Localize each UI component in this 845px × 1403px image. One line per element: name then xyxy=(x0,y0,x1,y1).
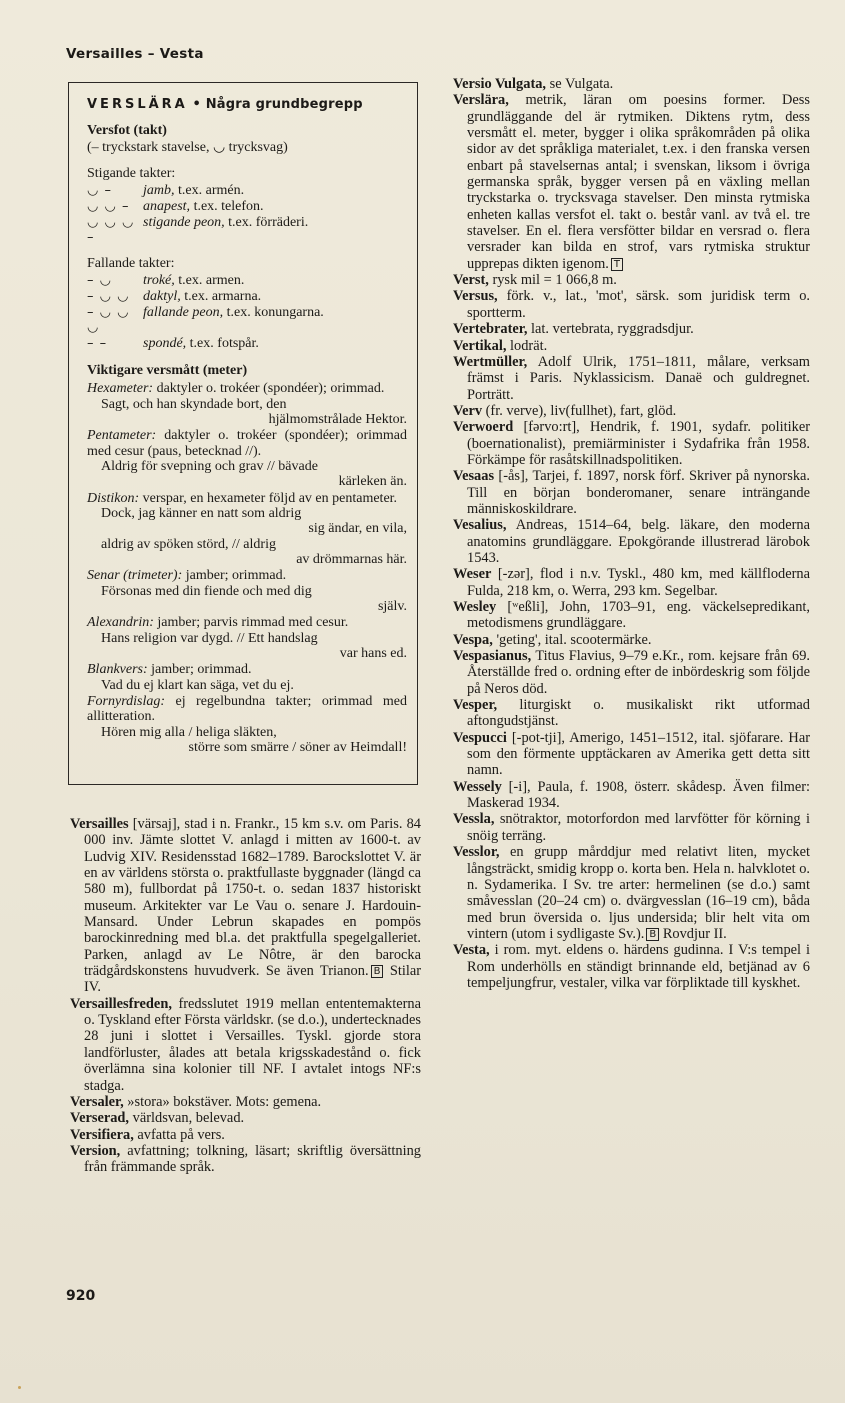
entry-headword: Vertebrater, xyxy=(453,321,528,338)
meter-desc: ej regelbundna takter; orimmad med allitteration. xyxy=(87,693,407,725)
stigande-foot-example xyxy=(143,183,407,199)
entry-headword: Wesley xyxy=(453,599,497,615)
illustration-ref-icon: T xyxy=(611,258,623,271)
lexicon-entry xyxy=(70,1110,421,1126)
entry-headword: Wessely xyxy=(453,778,502,795)
entry-text: se Vulgata. xyxy=(546,76,614,92)
meter-entry xyxy=(87,662,407,678)
meter-desc: jamber; orimmad. xyxy=(147,661,252,677)
fallande-foot-name: spondé, xyxy=(143,335,187,351)
entry-headword: Verslära, xyxy=(453,92,509,109)
verse-line: Dock, jag känner en natt som aldrig xyxy=(101,506,302,522)
meter-list xyxy=(87,381,407,755)
entry-headword: Vespasianus, xyxy=(453,648,532,665)
infobox-title: VERSLÄRA • Några grundbegrepp xyxy=(87,97,363,112)
lexicon-entry xyxy=(70,1127,421,1143)
fallande-foot-example xyxy=(143,305,407,336)
verse-line: kärleken än. xyxy=(338,474,407,490)
verse-line: aldrig av spöken störd, // aldrig xyxy=(101,536,276,552)
entry-text: rysk mil = 1 066,8 m. xyxy=(488,272,617,289)
fallande-foot-text: t.ex. armarna. xyxy=(180,288,262,304)
entry-text: Titus Flavius, 9–79 e.Kr., rom. kejsare från 69. Återställde fred o. ordning efter de inbördeskrig som följde på Neros död. xyxy=(467,648,810,697)
page-number: 920 xyxy=(66,1288,96,1304)
lexicon-entry xyxy=(70,996,421,1094)
lexicon-entry xyxy=(453,76,810,92)
meter-entry xyxy=(87,694,407,725)
entry-headword: Verv xyxy=(453,402,483,419)
fallande-foot-text: t.ex. konungarna. xyxy=(223,304,324,320)
entry-text: lodrät. xyxy=(506,337,548,354)
fallande-foot-name: daktyl, xyxy=(143,288,181,304)
lexicon-entry xyxy=(70,816,421,996)
meter-name: Hexameter: xyxy=(87,380,154,396)
entry-headword: Vesalius, xyxy=(453,517,507,534)
lexicon-entry xyxy=(453,648,810,697)
entry-text: [-i], Paula, f. 1908, österr. skådesp. Även filmer: Maskerad 1934. xyxy=(467,778,810,812)
meter-entry xyxy=(87,568,407,584)
verse-line: Aldrig för svepning och grav // bävade xyxy=(101,459,318,475)
lexicon-entry xyxy=(453,354,810,403)
fallande-foot-name: troké, xyxy=(143,273,175,289)
verse-line: Försonas med din fiende och med dig xyxy=(101,583,312,599)
lexicon-entry xyxy=(453,566,810,599)
entry-text: världsvan, belevad. xyxy=(129,1110,245,1127)
entry-headword: Vessla, xyxy=(453,811,495,828)
entry-crossref: Rovdjur II. xyxy=(659,925,727,942)
entry-text: 'geting', ital. scootermärke. xyxy=(492,631,652,648)
entry-text: »stora» bokstäver. Mots: gemena. xyxy=(123,1093,322,1110)
lexicon-entry xyxy=(453,403,810,419)
infobox-content xyxy=(87,91,407,755)
meter-desc: daktyler o. trokéer (spondéer); orimmad med cesur (paus, betecknad //). xyxy=(87,427,407,459)
fallande-foot-symbol: – ◡ ◡ ◡ xyxy=(87,304,130,336)
meter-name: Alexandrin: xyxy=(87,614,154,630)
stigande-foot-symbol: ◡ ◡ ◡ – xyxy=(87,214,135,246)
lexicon-entry xyxy=(453,730,810,779)
fallande-foot-example xyxy=(143,289,407,305)
lexicon-entry xyxy=(70,1143,421,1176)
meter-verse xyxy=(101,459,407,489)
entry-headword: Versailles xyxy=(70,816,129,832)
entry-text: snötraktor, motorfordon med larvfötter för körning i snöig terräng. xyxy=(467,811,810,844)
lexicon-entry xyxy=(453,517,810,566)
meter-entry xyxy=(87,615,407,631)
entry-headword: Vesta, xyxy=(453,942,490,959)
lexicon-entry xyxy=(453,779,810,812)
entry-headword: Vespa, xyxy=(453,631,493,648)
entry-headword: Verst, xyxy=(453,272,489,289)
entry-text: (fr. verve), liv(fullhet), fart, glöd. xyxy=(482,402,677,419)
infobox-title-rest: Några grundbegrepp xyxy=(205,97,363,112)
meter-verse xyxy=(101,725,407,755)
entry-headword: Versio Vulgata, xyxy=(453,76,547,92)
illustration-ref-icon: B xyxy=(646,928,659,941)
meter-name: Distikon: xyxy=(87,490,140,506)
entry-text: fredsslutet 1919 mellan ententemakterna o. Tyskland efter Första världskr. (se d.o.), undertecknades 28 juni i slottet i Versailles. Tyskl. gjorde stora landförluster, ålades att betala krigsskadestånd o. fick överlämna sina kolonier till NF. I avtalet intogs NF:s stadga. xyxy=(84,995,421,1094)
entry-headword: Weser xyxy=(453,566,492,583)
entry-headword: Versus, xyxy=(453,288,498,305)
meter-desc: verspar, en hexameter följd av en pentameter. xyxy=(139,490,398,506)
entry-text: i rom. myt. eldens o. härdens gudinna. I V:s tempel i Rom underhölls en ständigt brinnande eld, betjänad av 6 tempeljungfrur, vestaler, vilka var förpliktade till kyskhet. xyxy=(467,942,810,991)
meter-desc: jamber; orimmad. xyxy=(182,567,287,583)
fallande-foot-text: t.ex. armen. xyxy=(174,273,245,289)
entry-headword: Versaillesfreden, xyxy=(70,995,172,1012)
left-column xyxy=(70,816,421,1176)
illustration-ref-icon: B xyxy=(371,965,384,978)
versfot-legend: (– tryckstark stavelse, ◡ trycksvag) xyxy=(87,140,288,156)
lexicon-entry xyxy=(453,697,810,730)
entry-text: en grupp mårddjur med relativt liten, mycket långsträckt, smidig kropp o. korta ben. Hela n. halvklotet o. n. Sydamerika. I Sv. tre arter: hermelinen (se d.o.) samt småvesslan (20–24 cm) o. dvärgvesslan (16–19 cm), båda med brun översida o. ljus undersida; blir helt vita om vintern (utom i sydligaste Sv.). xyxy=(467,844,810,942)
versfot-heading: Versfot (takt) xyxy=(87,122,167,138)
page-header: Versailles – Vesta xyxy=(66,46,204,62)
stigande-foot-symbol: ◡ ◡ – xyxy=(87,198,130,214)
meter-name: Pentameter: xyxy=(87,427,157,443)
entry-headword: Vesslor, xyxy=(453,844,500,861)
lexicon-entry xyxy=(453,599,810,632)
fallande-foot-symbol: – – xyxy=(87,335,108,351)
stigande-foot-name: jamb, xyxy=(143,183,175,199)
fallande-foot-example xyxy=(143,273,407,289)
meter-entry xyxy=(87,381,407,397)
stigande-foot-text: t.ex. armén. xyxy=(174,183,245,199)
entry-text: liturgiskt o. musikaliskt rikt utformad aftongudstjänst. xyxy=(467,697,810,730)
entry-headword: Vertikal, xyxy=(453,337,507,354)
fallande-foot-example xyxy=(143,336,407,352)
lexicon-entry xyxy=(453,844,810,942)
meter-name: Fornyrdislag: xyxy=(87,693,166,709)
lexicon-entry xyxy=(453,632,810,648)
entry-headword: Vesaas xyxy=(453,468,495,485)
verse-line: Sagt, och han skyndade bort, den xyxy=(101,396,287,412)
fallande-list xyxy=(87,273,407,351)
entry-text: avfatta på vers. xyxy=(133,1126,225,1143)
stigande-foot-text: t.ex. telefon. xyxy=(190,198,264,214)
verse-line: Hans religion var dygd. // Ett handslag xyxy=(101,630,318,646)
stigande-foot-example xyxy=(143,199,407,215)
verse-line: Hören mig alla / heliga släkten, xyxy=(101,724,277,740)
entry-text: Andreas, 1514–64, belg. läkare, den moderna anatomins grundläggare. Epokgörande illustrerad lärobok 1543. xyxy=(467,517,810,566)
right-column xyxy=(453,76,810,991)
meter-verse xyxy=(101,584,407,614)
infobox-title-prefix: VERSLÄRA xyxy=(87,97,188,112)
meter-heading: Viktigare versmått (meter) xyxy=(87,363,248,379)
meter-desc: daktyler o. trokéer (spondéer); orimmad. xyxy=(153,380,385,396)
stigande-foot-symbol: ◡ – xyxy=(87,183,112,199)
meter-verse xyxy=(101,397,407,427)
entry-text: metrik, läran om poesins former. Dess grundläggande del är rytmiken. Diktens rytm, dess versmått el. meter, bygger i olika språkområden på olika sidor av det språkliga materialet, t.ex. i den franska versen enbart på stavelsernas antal; i svenskan, liksom i övriga germanska språk, bygger versen på en växling mellan tryckstarka o. trycksvaga stavelser. Den minsta rytmiska enheten kallas versfot el. takt o. består vanl. av två el. tre stavelser. En el. flera versfötter bildar en versrad o. flera versrader kan bilda en strof, vars rytmiska struktur upprepas dikten igenom. xyxy=(467,92,810,272)
lexicon-entry xyxy=(453,288,810,321)
stigande-foot-text: t.ex. förräderi. xyxy=(224,214,309,230)
fallande-foot-text: t.ex. fotspår. xyxy=(186,335,259,351)
entry-headword: Wertmüller, xyxy=(453,353,528,370)
fallande-foot-name: fallande peon, xyxy=(143,304,224,320)
entry-text: [-zər], flod i n.v. Tyskl., 480 km, med källfloderna Fulda, 218 km, o. Werra, 293 km. Segelbar. xyxy=(467,566,810,599)
lexicon-entry xyxy=(453,419,810,468)
verse-line: sig ändar, en vila, xyxy=(308,521,407,537)
lexicon-entry xyxy=(453,92,810,272)
entry-text: [-ås], Tarjei, f. 1897, norsk förf. Skriver på nynorska. Till en början bonderomaner, senare inträngande människoskildrare. xyxy=(467,468,810,517)
stigande-foot-name: stigande peon, xyxy=(143,214,225,230)
verse-line: själv. xyxy=(377,598,407,614)
verslara-infobox xyxy=(68,82,418,785)
meter-verse xyxy=(101,678,407,693)
verse-line: av drömmarnas här. xyxy=(296,551,407,567)
meter-entry xyxy=(87,491,407,507)
entry-text: [ʷeßli], John, 1703–91, eng. väckelsepredikant, metodismens grundläggare. xyxy=(467,599,810,632)
lexicon-entry xyxy=(453,811,810,844)
print-speck xyxy=(18,1386,21,1389)
entry-headword: Versaler, xyxy=(70,1093,124,1110)
stigande-foot-name: anapest, xyxy=(143,198,191,214)
meter-entry xyxy=(87,428,407,459)
entry-text: lat. vertebrata, ryggradsdjur. xyxy=(527,321,694,338)
stigande-list xyxy=(87,183,407,245)
entry-headword: Vesper, xyxy=(453,697,498,714)
entry-headword: Verserad, xyxy=(70,1110,130,1127)
lexicon-entry xyxy=(453,321,810,337)
fallande-heading: Fallande takter: xyxy=(87,255,175,271)
lexicon-entry xyxy=(453,942,810,991)
entry-text: avfattning; tolkning, läsart; skriftlig översättning från främmande språk. xyxy=(84,1142,421,1176)
entry-text: förk. v., lat., 'mot', särsk. som juridisk term o. sportterm. xyxy=(467,288,810,321)
entry-headword: Vespucci xyxy=(453,729,507,746)
stigande-foot-example xyxy=(143,215,407,246)
entry-headword: Verwoerd xyxy=(453,419,514,436)
verse-line: var hans ed. xyxy=(339,645,407,661)
entry-text: [värsaj], stad i n. Frankr., 15 km s.v. om Paris. 84 000 inv. Jämte slottet V. anlagd i mitten av 1600-t. av Ludvig XIV. Residensstad 1682–1789. Barockslottet V. är en av världens största o. praktfullaste byggnader (längd ca 580 m), fullbordat på 1750-t. o. sedan 1837 historiskt museum. Arkitekter var Le Vau o. senare J. Hardouin-Mansard. Under Lebrun skapades en pompös barockinredning med bl.a. det praktfulla spegelgalleriet. Parken, anlagd av Le Nôtre, är den barocka trädgårdskonstens huvudverk. Se även Trianon. xyxy=(84,816,421,980)
entry-text: [fərvo:rt], Hendrik, f. 1901, sydafr. politiker (boernationalist), premiärminister i Sydafrika från 1958. Förkämpe för rasåtskillnadspolitiken. xyxy=(467,419,810,468)
fallande-foot-symbol: – ◡ xyxy=(87,273,112,289)
meter-name: Senar (trimeter): xyxy=(87,567,183,583)
verse-line: Vad du ej klart kan säga, vet du ej. xyxy=(101,677,294,693)
meter-verse xyxy=(101,506,407,567)
lexicon-entry xyxy=(453,338,810,354)
entry-crossref: Stilar IV. xyxy=(84,963,422,996)
meter-desc: jamber; parvis rimmad med cesur. xyxy=(153,614,349,630)
entry-headword: Version, xyxy=(70,1142,121,1159)
meter-verse xyxy=(101,631,407,661)
entry-text: Adolf Ulrik, 1751–1811, målare, verksam främst i Paris. Nyklassicism. Danaë och guldregnet. Porträtt. xyxy=(467,353,810,403)
stigande-heading: Stigande takter: xyxy=(87,165,176,181)
lexicon-entry xyxy=(453,272,810,288)
entry-headword: Versifiera, xyxy=(70,1126,134,1143)
verse-line: hjälmomstrålade Hektor. xyxy=(268,411,407,427)
verse-line: större som smärre / söner av Heimdall! xyxy=(188,740,407,756)
lexicon-entry xyxy=(453,468,810,517)
fallande-foot-symbol: – ◡ ◡ xyxy=(87,288,130,304)
entry-text: [-pot-tji], Amerigo, 1451–1512, ital. sjöfarare. Har som den förmente upptäckaren av Amerika gett detta sitt namn. xyxy=(467,729,810,779)
lexicon-entry xyxy=(70,1094,421,1110)
meter-name: Blankvers: xyxy=(87,661,148,677)
